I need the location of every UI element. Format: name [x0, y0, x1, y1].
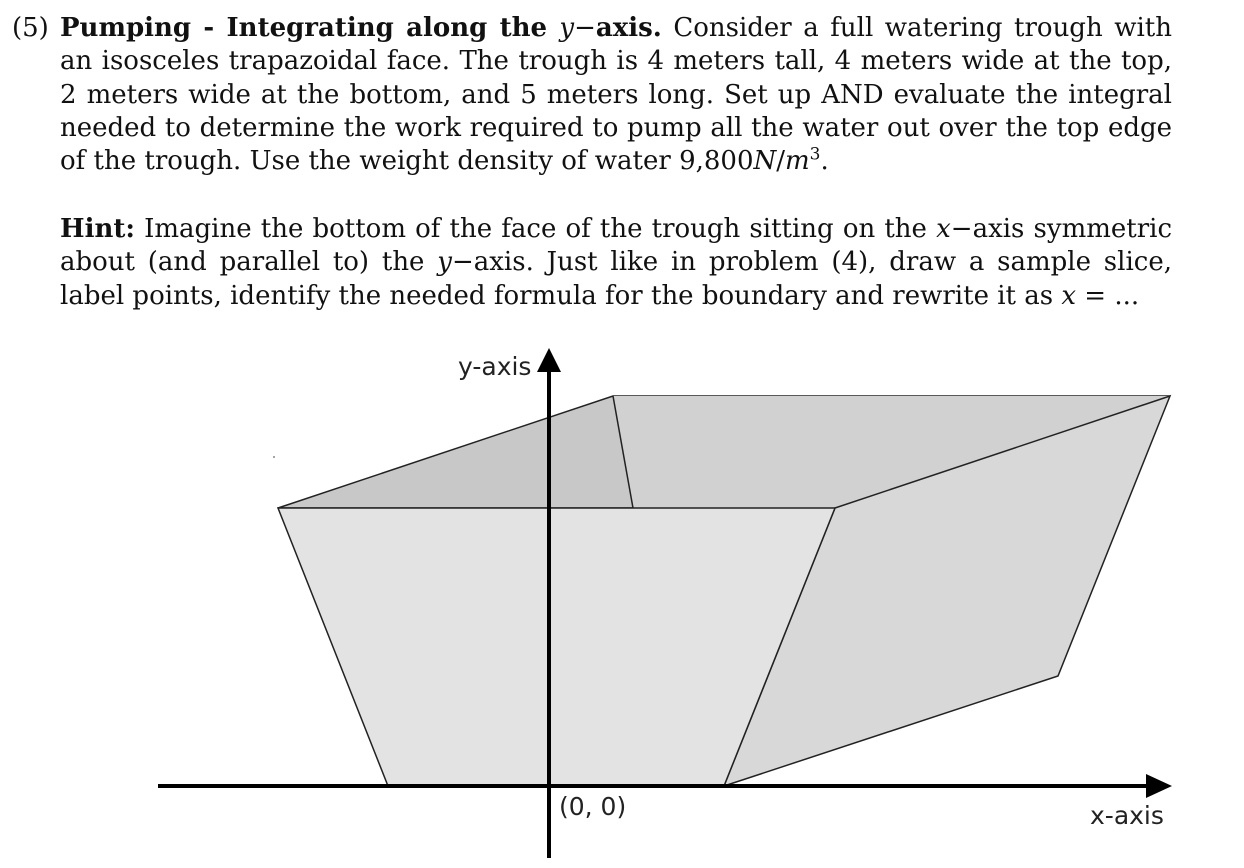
y-axis-label: y-axis [458, 352, 532, 381]
hint-var-y: y [437, 247, 452, 278]
hint-label: Hint: [60, 214, 135, 244]
hint-var-x: x [936, 214, 951, 244]
hint-paragraph: Hint: Imagine the bottom of the face of the trough sitting on the x−axis symmetric about (and parallel to) the y−axis. Just like in problem (4), draw a sample slice, label points, identify the needed formula for the boundary and rewrite it as x = ... [60, 214, 1173, 311]
density: $9,800N/m^3$. [679, 144, 829, 177]
x-axis-arrow-icon [1146, 774, 1172, 798]
problem-title: Pumping - Integrating along the y−axis. [60, 13, 662, 43]
x-axis-label: x-axis [1090, 801, 1164, 830]
problem-number: (5) [12, 13, 49, 43]
hint-var-x2: x [1061, 280, 1077, 311]
y-axis-arrow-icon [537, 348, 561, 372]
title-var-y: y [559, 13, 575, 43]
stray-dot [273, 456, 275, 458]
problem-text: Consider a full watering trough with an isosceles trapazoidal face. The trough is 4 meters tall, 4 meters wide at the top, 2 meters wide at the bottom, and 5 meters long. Set up AND evaluate the integral needed to determine the work required to pump all the water out over the top edge of the trough. Use the weight density of water [60, 13, 1172, 177]
origin-label: (0, 0) [559, 792, 627, 821]
